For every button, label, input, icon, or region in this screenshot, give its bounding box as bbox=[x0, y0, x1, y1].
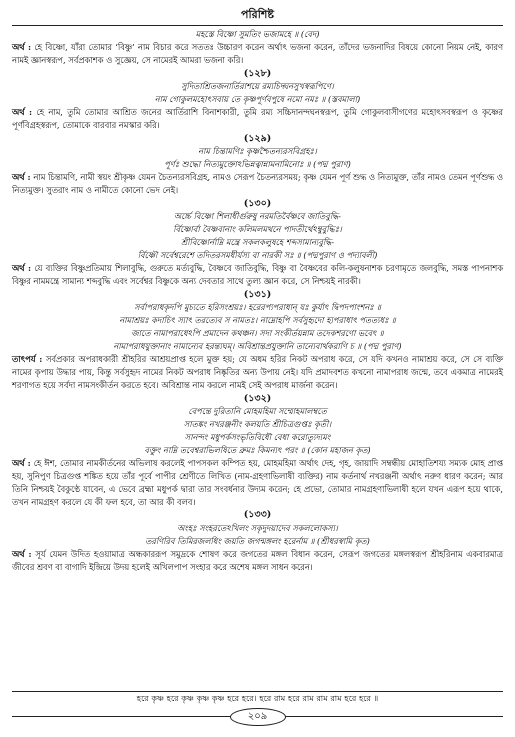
mahamantra-line: হরে কৃষ্ণ হরে কৃষ্ণ কৃষ্ণ কৃষ্ণ হরে হরে। হরে রাম হরে রাম রাম রাম হরে হরে ॥ bbox=[136, 694, 379, 703]
text-block bbox=[12, 132, 503, 197]
sanskrit-verse-line: তরণিরিব তিমিরজলধিং জয়তি জগন্মঙ্গলং হরের্নাম ॥ (শ্রীধরস্বামি কৃত) bbox=[145, 535, 370, 546]
sanskrit-verse-line: সুদিতাশ্রিতজনার্তিরাশয়ে রম্যচিদ্ঘনসুখস্বরূপিণে। bbox=[181, 81, 334, 92]
explanation-paragraph bbox=[12, 171, 503, 197]
meaning-label: অর্থ : bbox=[12, 172, 31, 183]
meaning-label: অর্থ : bbox=[12, 548, 32, 559]
page-number-area bbox=[12, 707, 503, 727]
explanation-paragraph bbox=[12, 262, 503, 288]
sanskrit-verse-line: জাতে নামাপরাধেঽপি প্রমাদেন কথঞ্চন। সদা সংকীর্তয়ন্নাম তদেকশরণো ভবেৎ ॥ bbox=[131, 328, 384, 339]
sanskrit-verse-line: সাতঙ্কং নখরঞ্জনীং কলয়তি শ্রীচিত্রগুপ্তঃ কৃতী। bbox=[183, 419, 332, 430]
verse-number: (১২৯) bbox=[243, 132, 272, 144]
meaning-label: অর্থ : bbox=[12, 42, 32, 52]
sanskrit-verse-line: র্বিষ্ণৌ সর্বেশ্বরেশে তদিতরসমধীর্যস্য বা নারকী সঃ ॥ (পদ্মপুরাণ ও পদ্যাবলী) bbox=[137, 250, 378, 261]
text-block bbox=[12, 392, 503, 509]
page-title: পরিশিষ্ট bbox=[241, 8, 274, 21]
sanskrit-verse-line: নামাপরাধযুক্তানাং নামান্যেব হরন্ত্যঘম্। অবিশ্রান্তপ্রযুক্তানি তান্যেবার্থকরাণি চ ॥ (পদ্ম পুরাণ) bbox=[113, 341, 402, 352]
meaning-text: সূর্য যেমন উদিত হওয়ামাত্র অন্ধকাররূপ সমুদ্রকে শোষণ করে জগতের মঙ্গল বিধান করেন, সেরূপ জগতের মঙ্গলস্বরূপ শ্রীহরিনাম একবারমাত্র জীবের শ্রবণ বা বাগাদি ইন্দ্রিয়ে উদয় হলেই অখিলপাপ সংহার করে অশেষ মঙ্গল সাধন করেন। bbox=[12, 548, 503, 572]
text-block bbox=[12, 67, 503, 132]
explanation-paragraph bbox=[12, 41, 503, 67]
sanskrit-verse-line: সানন্দং মধুপর্কসংভৃতিবিধৌ বেধা করোত্যুদ্যমং bbox=[184, 432, 331, 443]
text-block bbox=[12, 197, 503, 288]
text-block bbox=[12, 508, 503, 573]
sanskrit-verse-line: পূর্ণঃ শুদ্ধো নিত্যমুক্তোঽভিন্নত্বান্নামনামিনোঃ ॥ (পদ্ম পুরাণ) bbox=[164, 159, 351, 170]
meaning-label: তাৎপর্য : bbox=[12, 354, 43, 365]
explanation-paragraph bbox=[12, 353, 503, 391]
meaning-label: অর্থ : bbox=[12, 263, 32, 274]
verse-number: (১৩১) bbox=[243, 288, 272, 300]
explanation-paragraph bbox=[12, 106, 503, 132]
verse-number: (১৩২) bbox=[243, 392, 272, 404]
text-block bbox=[12, 28, 503, 67]
sanskrit-verse-line: শ্রীবিষ্ণোর্নাম্নি মন্ত্রে সকলকলুষহে শব্দসামান্যবুদ্ধি- bbox=[180, 237, 335, 248]
main-content bbox=[12, 28, 503, 574]
sanskrit-verse-line: অংহঃ সংহরতেঽখিলং সকৃদুদয়াদেব সকললোকস্য। bbox=[177, 522, 338, 533]
meaning-text: সর্বপ্রকার অপরাধকারী শ্রীহরির আশ্রয়প্রাপ্ত হলে মুক্ত হয়; যে অধম হরির নিকট অপরাধ করে, সে যদি কখনও নামাশ্রয় করে, সে সে ব্যক্তি নামের কৃপায় উদ্ধার পায়, কিন্তু সর্বসুহৃদ নামের নিকট অপরাধ নিষ্কৃতির অন্য উপায় নেই। যদি প্রমাদবশত কখনো নামাপরাধ জন্মে, তবে একমাত্র নামেরই শরণাগত হয়ে সর্বদা নামসংকীর্তন করতে হবে। অবিশ্রান্ত নাম করলে নামই সেই অপরাধ মার্জনা করেন। bbox=[12, 354, 503, 390]
meaning-text: হে ঈশ, তোমার নামকীর্তনের অভিলাষ করলেই পাপসকল কম্পিত হয়, মোহমহিমা অর্থাৎ দেহ, গৃহ, জায়াদি সম্বন্ধীয় মোহাতিশয্য সম্যক মোহ প্রাপ্ত হয়, সুনিপুণ চিত্রগুপ্ত শঙ্কিত হয়ে তাঁর পূর্বে পাপীর শ্রেণীতে লিখিত (নাম-গ্রহণাভিলাষী ব্যক্তির) নাম কর্তনার্থ নখরঞ্জনী অর্থাৎ নরুণ ধারণ করেন; আর তিনি নিশ্চয়ই বৈকুণ্ঠে যাবেন, এ ভেবে ব্রহ্মা মধুপর্ক দ্বারা তার সংবর্ধনার উদ্যম করেন; হে প্রভো, তোমার নামগ্রহণাভিলাষী হলে যখন এরূপ হয়ে থাকে, তখন নামগ্রহণ করলে যে কী ফল হবে, তা আর কী বলব। bbox=[12, 458, 503, 507]
meaning-label: অর্থ : bbox=[12, 107, 33, 118]
sanskrit-verse-line: র্বিষ্ণোর্বা বৈষ্ণবানাং কলিমলমথনে পাদতীর্থেঽম্বুবুদ্ধিঃ। bbox=[173, 224, 342, 235]
sanskrit-verse-line: মহস্তে বিষ্ণো সুমতিং ভজামহে ॥ (বেদ) bbox=[195, 29, 320, 39]
header-rule bbox=[12, 25, 503, 26]
sanskrit-verse-line: নাম গোকুলমহোৎসবায় তে কৃষ্ণপূর্ণবপুষে নমো নমঃ ॥ (স্তবমালা) bbox=[154, 94, 361, 105]
sanskrit-verse-line: নামাশ্রয়ঃ কদাচিৎ স্যাৎ তরত্যেব স নামতঃ। নাম্নোহপি সর্বসুহৃদো হ্যপরাধাৎ পতত্যধঃ ॥ bbox=[119, 315, 396, 326]
sanskrit-verse-line: নাম চিন্তামণিঃ কৃষ্ণশ্চৈতন্যরসবিগ্রহঃ। bbox=[198, 146, 317, 157]
verse-number: (১৩০) bbox=[243, 197, 272, 209]
meaning-label: অর্থ : bbox=[12, 458, 31, 469]
verse-number: (১৩৩) bbox=[243, 509, 272, 521]
footer bbox=[12, 691, 503, 727]
sanskrit-verse-line: বেপন্তে দুরিতানি মোহমহিমা সম্মোহমালম্বতে bbox=[188, 406, 327, 417]
meaning-text: হে বিষ্ণো, যাঁরা তোমার ‘বিষ্ণু’ নাম বিচার করে সততঃ উচ্চারণ করেন অর্থাৎ ভজনা করেন, তাঁদের ভজনাদির বিষয়ে কোনো নিয়ম নেই, কারণ নামই জ্ঞানস্বরূপ, সর্বপ্রকাশক ও সুজ্ঞেয়, সে নামেরই আমরা ভজনা করি। bbox=[12, 42, 504, 65]
sanskrit-verse-line: সর্বাপরাধকৃদপি মুচ্যতে হরিসংশ্রয়ঃ। হরেরপ্যপরাধান্ যঃ কুর্যাৎ দ্বিপদপাংশনঃ ॥ bbox=[134, 302, 381, 313]
meaning-text: নাম চিন্তামণি, নামী স্বয়ং শ্রীকৃষ্ণ যেমন চৈতন্যরসবিগ্রহ, নামও সেরূপ চৈতন্যরসময়; কৃষ্ণ যেমন পূর্ণ শুদ্ধ ও নিত্যমুক্ত, তাঁর নামও তেমন পূর্ণশুদ্ধ ও নিত্যমুক্ত। সুতরাং নাম ও নামীতে কোনো ভেদ নেই। bbox=[12, 172, 504, 195]
verse-number: (১২৮) bbox=[243, 67, 272, 79]
text-block bbox=[12, 288, 503, 392]
explanation-paragraph bbox=[12, 548, 503, 574]
meaning-text: হে নাম, তুমি তোমার আশ্রিত জনের আর্তিরাশি বিনাশকারী, তুমি রম্য সচ্চিদানন্দঘনস্বরূপ, তুমি গোকুলবাসীগণের মহোৎসবস্বরূপ ও কৃষ্ণের পূর্ণবিগ্রহস্বরূপ, তোমাকে বারবার নমস্কার করি। bbox=[12, 107, 503, 130]
page-number: ২০৯ bbox=[230, 708, 286, 726]
explanation-paragraph bbox=[12, 457, 503, 508]
sanskrit-verse-line: বক্তুং নাম্নি তবেশ্বরাভিলষিতে ব্রুমঃ কিমন্যৎ পরং ॥ (কোন মহাজন কৃত) bbox=[144, 445, 371, 456]
sanskrit-verse-line: অর্চ্চে বিষ্ণো শিলাধীর্গুরুষু নরমতির্বৈষ্ণবে জাতিবুদ্ধি- bbox=[174, 211, 341, 222]
meaning-text: যে ব্যক্তির বিষ্ণুপ্রতিমায় শিলাবুদ্ধি, গুরুতে মর্ত্যবুদ্ধি, বৈষ্ণবে জাতিবুদ্ধি, বিষ্ণু বা বৈষ্ণবের কলি-কলুষনাশক চরণামৃতে জলবুদ্ধি, সমস্ত পাপনাশক বিষ্ণুর নামমন্ত্রে সামান্য শব্দবুদ্ধি এবং সর্বেশ্বর বিষ্ণুকে অন্য দেবতার সাথে তুল্য জ্ঞান করে, সে নিশ্চয়ই নারকী। bbox=[12, 263, 504, 287]
